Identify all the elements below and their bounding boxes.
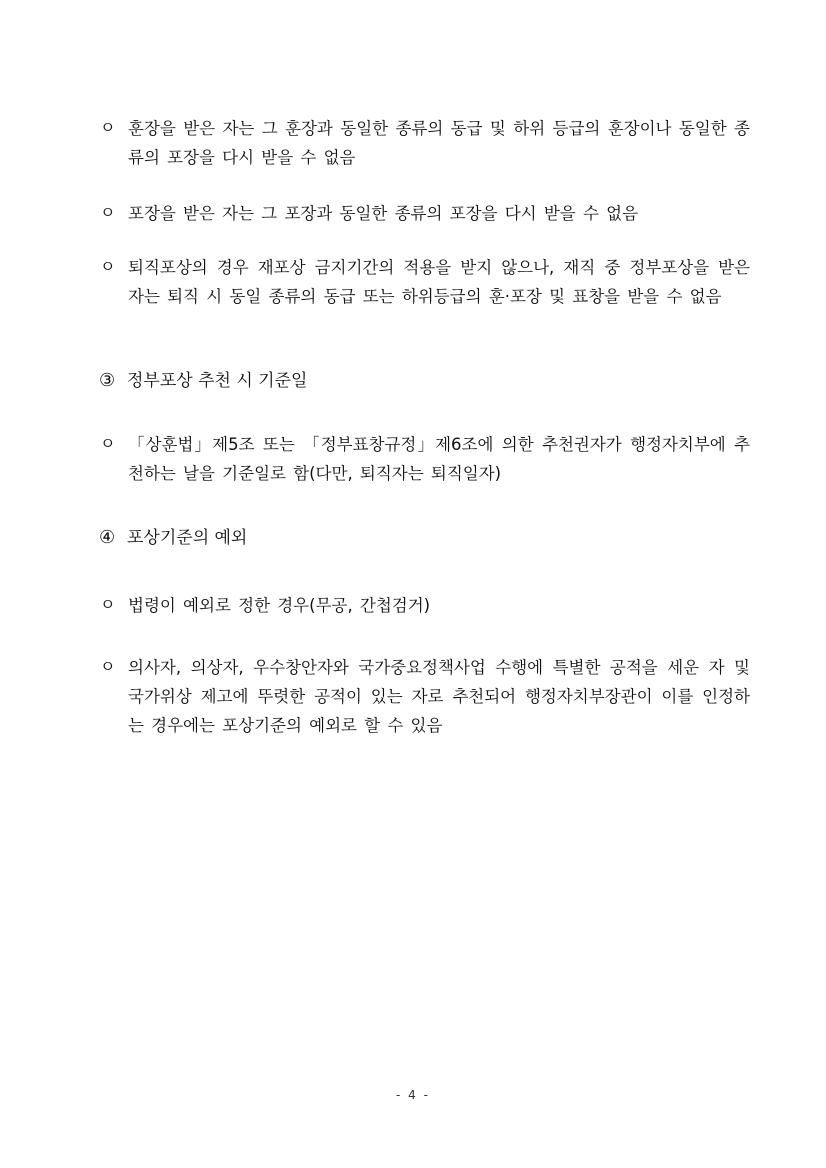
bullet-icon: ㅇ <box>100 118 116 137</box>
bullet-icon: ㅇ <box>100 203 116 222</box>
list-item <box>100 653 750 740</box>
item-text: 퇴직포상의 경우 재포상 금지기간의 적용을 받지 않으나, 재직 중 정부포상을 받은 자는 퇴직 시 동일 종류의 동급 또는 하위등급의 훈·포장 및 표창을 받을 수 없음 <box>128 258 750 306</box>
page-number: - 4 - <box>396 1088 430 1102</box>
section-title: 정부포상 추천 시 기준일 <box>127 371 308 391</box>
section-heading <box>99 524 247 552</box>
item-text: 법령이 예외로 정한 경우(무공, 간첩검거) <box>128 596 431 615</box>
list-item <box>100 591 750 620</box>
section-title: 포상기준의 예외 <box>127 528 248 548</box>
list-item <box>100 253 750 311</box>
bullet-icon: ㅇ <box>100 434 116 453</box>
item-text: 「상훈법」제5조 또는 「정부표창규정」제6조에 의한 추천권자가 행정자치부에 추천하는 날을 기준일로 함(다만, 퇴직자는 퇴직일자) <box>128 435 750 483</box>
section-number: ③ <box>99 370 116 391</box>
item-text: 포장을 받은 자는 그 포장과 동일한 종류의 포장을 다시 받을 수 없음 <box>128 204 639 223</box>
section-number: ④ <box>99 527 116 548</box>
bullet-icon: ㅇ <box>100 595 116 614</box>
bullet-icon: ㅇ <box>100 257 116 276</box>
list-item <box>100 430 750 488</box>
item-text: 훈장을 받은 자는 그 훈장과 동일한 종류의 동급 및 하위 등급의 훈장이나 동일한 종류의 포장을 다시 받을 수 없음 <box>128 119 750 167</box>
list-item <box>100 199 750 228</box>
bullet-icon: ㅇ <box>100 657 116 676</box>
item-text: 의사자, 의상자, 우수창안자와 국가중요정책사업 수행에 특별한 공적을 세운 자 및 국가위상 제고에 뚜렷한 공적이 있는 자로 추천되어 행정자치부장관이 이를 인정하는 경우에는 포상기준의 예외로 할 수 있음 <box>128 658 750 735</box>
section-heading <box>99 367 307 395</box>
list-item <box>100 114 750 172</box>
